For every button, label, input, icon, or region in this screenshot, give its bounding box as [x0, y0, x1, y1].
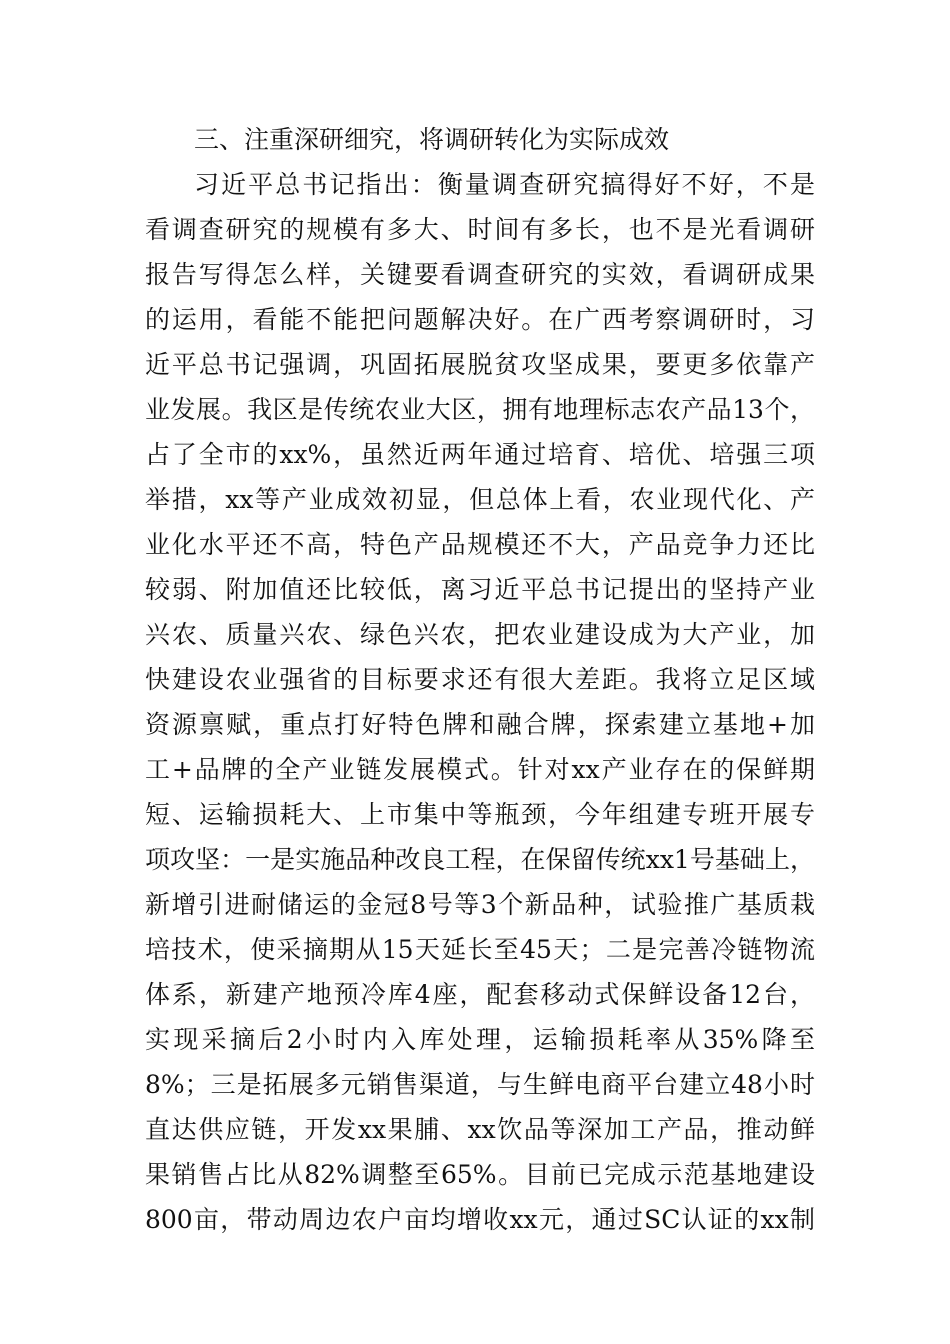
section-heading: 三、注重深研细究，将调研转化为实际成效	[194, 125, 670, 154]
paragraph-line: 新增引进耐储运的金冠8号等3个新品种，试验推广基质栽	[145, 890, 815, 919]
paragraph-line: 短、运输损耗大、上市集中等瓶颈，今年组建专班开展专	[145, 800, 815, 829]
paragraph-line: 看调查研究的规模有多大、时间有多长，也不是光看调研	[145, 215, 815, 244]
paragraph-line: 业发展。我区是传统农业大区，拥有地理标志农产品13个，	[145, 395, 815, 424]
paragraph-line: 资源禀赋，重点打好特色牌和融合牌，探索建立基地+加	[145, 710, 815, 739]
paragraph-line: 实现采摘后2小时内入库处理，运输损耗率从35%降至	[145, 1025, 815, 1054]
paragraph-line: 较弱、附加值还比较低，离习近平总书记提出的坚持产业	[145, 575, 815, 604]
paragraph-line: 项攻坚：一是实施品种改良工程，在保留传统xx1号基础上，	[145, 845, 815, 874]
paragraph-line: 的运用，看能不能把问题解决好。在广西考察调研时，习	[145, 305, 815, 334]
paragraph-line: 报告写得怎么样，关键要看调查研究的实效，看调研成果	[145, 260, 815, 289]
paragraph-line: 快建设农业强省的目标要求还有很大差距。我将立足区域	[145, 665, 815, 694]
paragraph-line: 兴农、质量兴农、绿色兴农，把农业建设成为大产业，加	[145, 620, 815, 649]
paragraph-line: 近平总书记强调，巩固拓展脱贫攻坚成果，要更多依靠产	[145, 350, 815, 379]
paragraph-line: 举措，xx等产业成效初显，但总体上看，农业现代化、产	[145, 485, 815, 514]
paragraph-line: 业化水平还不高，特色产品规模还不大，产品竞争力还比	[145, 530, 815, 559]
paragraph-line: 果销售占比从82%调整至65%。目前已完成示范基地建设	[145, 1160, 815, 1189]
paragraph-line: 占了全市的xx%，虽然近两年通过培育、培优、培强三项	[145, 440, 815, 469]
paragraph-line: 工+品牌的全产业链发展模式。针对xx产业存在的保鲜期	[145, 755, 815, 784]
paragraph-line: 直达供应链，开发xx果脯、xx饮品等深加工产品，推动鲜	[145, 1115, 815, 1144]
paragraph-line: 8%；三是拓展多元销售渠道，与生鲜电商平台建立48小时	[145, 1070, 815, 1099]
paragraph-line: 体系，新建产地预冷库4座，配套移动式保鲜设备12台，	[145, 980, 815, 1009]
paragraph-line: 培技术，使采摘期从15天延长至45天；二是完善冷链物流	[145, 935, 815, 964]
paragraph-line: 习近平总书记指出：衡量调查研究搞得好不好，不是	[194, 170, 815, 199]
paragraph-line: 800亩，带动周边农户亩均增收xx元，通过SC认证的xx制	[145, 1205, 815, 1234]
